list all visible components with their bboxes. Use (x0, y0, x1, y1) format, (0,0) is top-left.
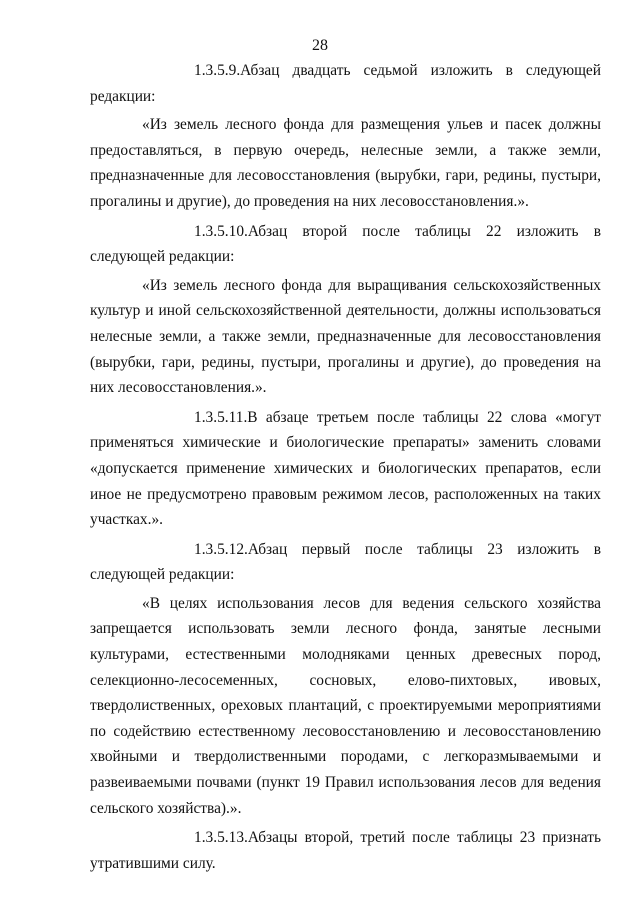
document-body (90, 58, 601, 876)
paragraph-1-3-5-12 (90, 537, 601, 588)
paragraph-text: «Из земель лесного фонда для выращивания сельскохозяйственных культур и иной сельскохозяйственной деятельности, должны использоваться нелесные земли, а также земли, предназначенные для лесовосстановления (вырубки, гари, редины, пустыри, прогалины и другие), до проведения на них лесовосстановления.». (90, 276, 601, 397)
paragraph-text: «Из земель лесного фонда для размещения ульев и пасек должны предоставляться, в первую очередь, нелесные земли, а также земли, предназначенные для лесовосстановления (вырубки, гари, редины, пустыри, прогалины и другие), до проведения на них лесовосстановления.». (90, 116, 601, 210)
paragraph-number: 1.3.5.12. (194, 540, 248, 558)
paragraph-text: Абзац второй после таблицы 22 изложить в следующей редакции: (90, 222, 601, 266)
paragraph-number: 1.3.5.11. (194, 408, 248, 426)
paragraph-1-3-5-9 (90, 58, 601, 109)
paragraph-1-3-5-13 (90, 825, 601, 876)
paragraph-1-3-5-10 (90, 219, 601, 270)
quoted-paragraph (90, 591, 601, 821)
paragraph-text: Абзац двадцать седьмой изложить в следующей редакции: (90, 62, 601, 105)
quoted-paragraph (90, 112, 601, 214)
paragraph-number: 1.3.5.10. (194, 222, 248, 240)
paragraph-text: Абзацы второй, третий после таблицы 23 признать утратившими силу. (90, 829, 601, 872)
page-number: 28 (312, 37, 328, 54)
paragraph-number: 1.3.5.9. (194, 62, 241, 79)
quoted-paragraph (90, 273, 601, 401)
paragraph-text: Абзац первый после таблицы 23 изложить в следующей редакции: (90, 540, 601, 584)
paragraph-1-3-5-11 (90, 405, 601, 533)
paragraph-number: 1.3.5.13. (194, 829, 248, 847)
paragraph-text: В абзаце третьем после таблицы 22 слова «могут применяться химические и биологические препараты» заменить словами «допускается применение химических и биологических препаратов, если иное не предусмотрено правовым режимом лесов, расположенных на таких участках.». (90, 408, 601, 529)
paragraph-text: «В целях использования лесов для ведения сельского хозяйства запрещается использовать земли лесного фонда, занятые лесными культурами, естественными молодняками ценных древесных пород, селекционно-лесосеменных, сосновых, елово-пихтовых, ивовых, твердолиственных, ореховых плантаций, с проектируемыми мероприятиями по содействию естественному лесовосстановлению и лесовосстановлению хвойными и твердолиственными породами, с легкоразмываемыми и развеиваемыми почвами (пункт 19 Правил использования лесов для ведения сельского хозяйства).». (90, 594, 601, 817)
